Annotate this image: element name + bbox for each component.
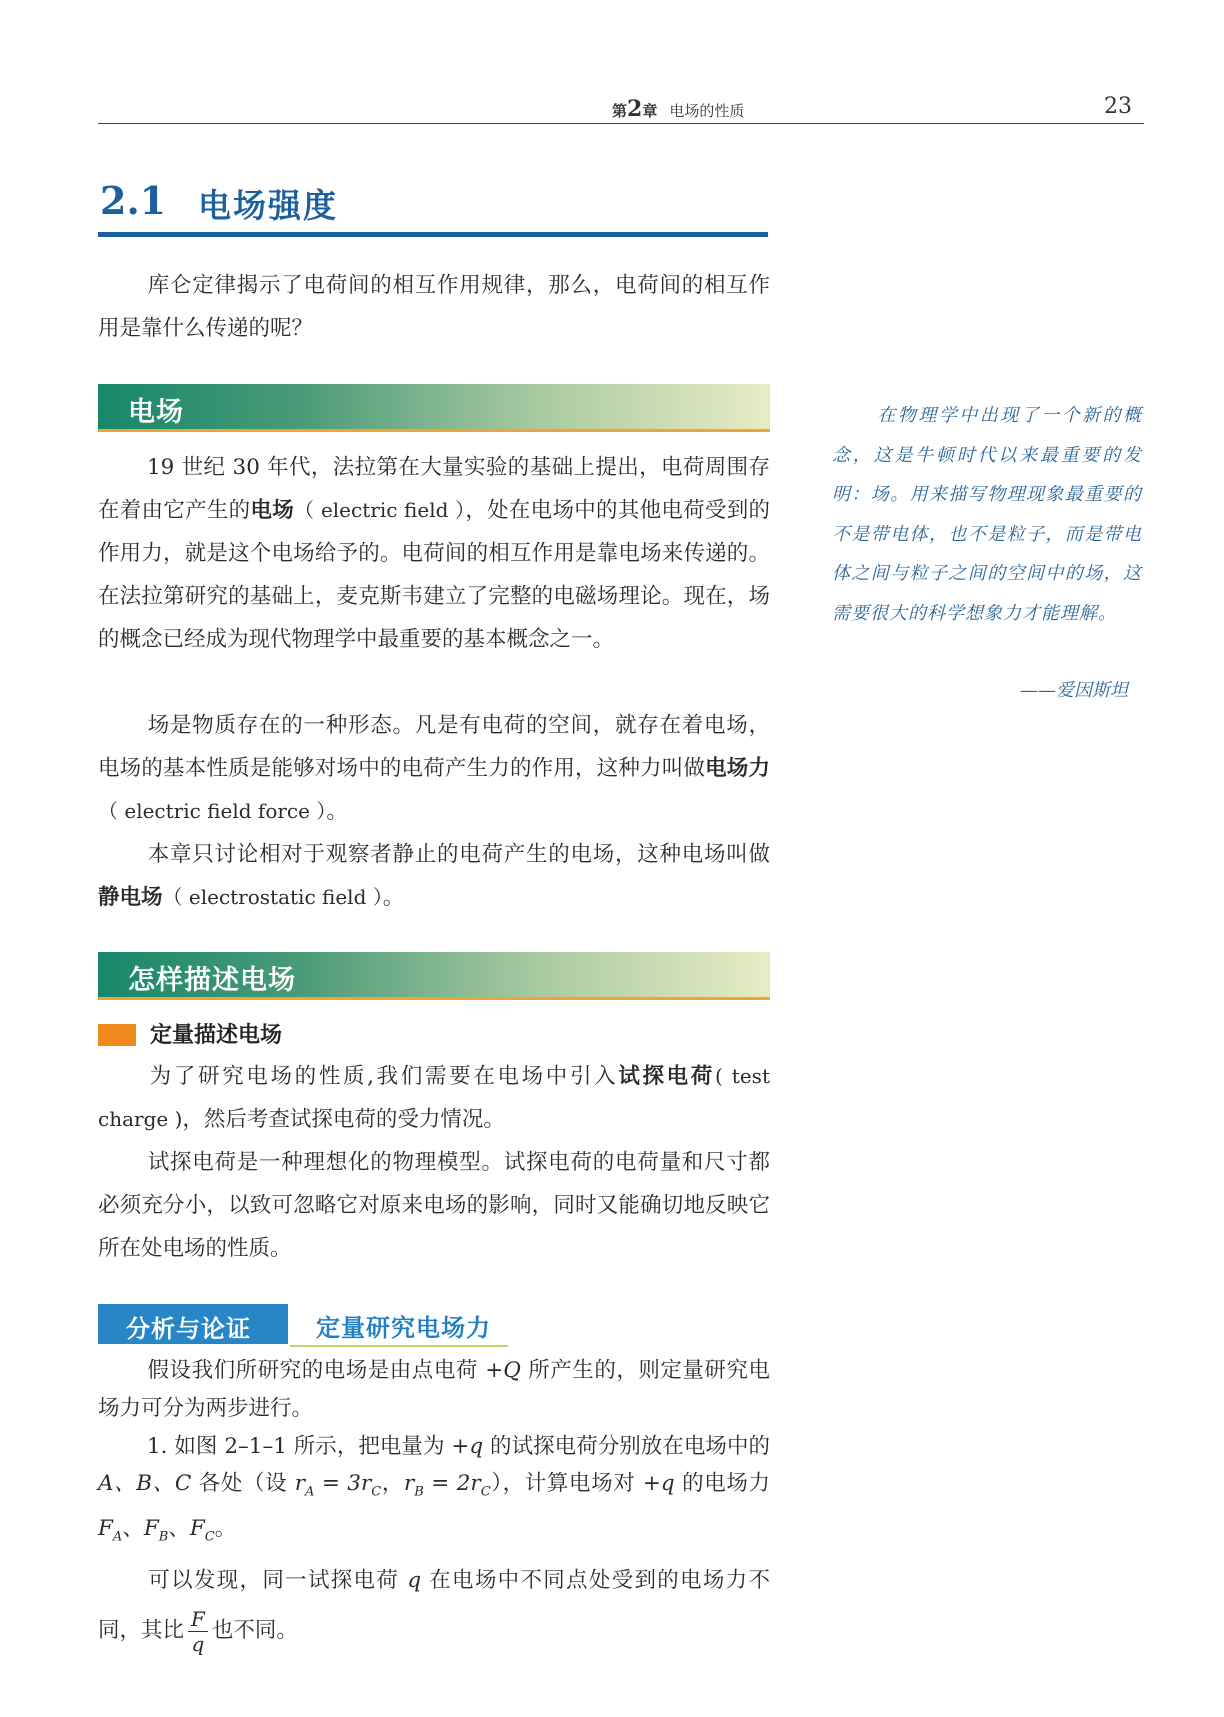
p2-part1: 场是物质存在的一种形态。凡是有电荷的空间，就存在着电场，电场的基本性质是能够对场中的电荷产生力的作用，这种力叫做 xyxy=(98,713,770,781)
eq2-sub: B xyxy=(414,1484,424,1500)
term-electrostatic-field-en: （ electrostatic field ） xyxy=(162,885,383,909)
analysis-p2-part3: 各处（设 xyxy=(191,1471,295,1496)
term-electric-field-en: （ electric field ） xyxy=(294,498,466,522)
describe-paragraph-1 xyxy=(98,1055,770,1141)
sidebar-quote-text: 在物理学中出现了一个新的概念，这是牛顿时代以来最重要的发明：场。用来描写物理现象最重要的不是带电体，也不是粒子，而是带电体之间与粒子之间的空间中的场，这需要很大的科学想象力才能理解。 xyxy=(832,405,1142,624)
electric-field-paragraph-3 xyxy=(98,833,770,919)
p1-part1: 19 世纪 30 年代，法拉第在大量实验的基础上提出，电荷周围存在着由它产生的 xyxy=(98,455,770,523)
force-b: F xyxy=(143,1516,159,1542)
force-a: F xyxy=(98,1516,113,1542)
fraction-denominator: q xyxy=(191,1631,205,1656)
symbol-q: q xyxy=(407,1568,422,1593)
p2-part2: 。 xyxy=(326,799,348,824)
header-rule xyxy=(98,123,1144,124)
fraction-numerator: F xyxy=(188,1609,208,1632)
analysis-p3-part1: 可以发现，同一试探电荷 xyxy=(147,1568,408,1593)
intro-paragraph xyxy=(98,264,770,350)
describe-paragraph-2 xyxy=(98,1141,770,1270)
symbol-plus-Q: +Q xyxy=(485,1358,521,1383)
sidebar-quote xyxy=(832,396,1142,633)
analysis-p2-end: 。 xyxy=(214,1516,237,1542)
analysis-p2-part1: 1. 如图 2–1–1 所示，把电量为 xyxy=(147,1434,452,1459)
eq-separator: ， xyxy=(381,1471,404,1496)
describe-p2-text: 试探电荷是一种理想化的物理模型。试探电荷的电荷量和尺寸都必须充分小，以致可忽略它对原来电场的影响，同时又能确切地反映它所在处电场的性质。 xyxy=(98,1150,770,1261)
separator-2: 、 xyxy=(168,1516,190,1542)
analysis-paragraph-1 xyxy=(98,1352,770,1428)
eq2-r: r xyxy=(403,1471,415,1496)
electric-field-paragraph-2 xyxy=(98,704,770,833)
chapter-prefix: 第 xyxy=(612,102,628,120)
heading-describe-field: 怎样描述电场 xyxy=(128,965,296,996)
analysis-p3-part2: 在电场中不同点处受到的电场力不同，其比 xyxy=(98,1568,770,1643)
analysis-paragraph-3 xyxy=(98,1556,770,1656)
analysis-p2-part4: ），计算电场对 xyxy=(490,1471,643,1496)
page-number: 23 xyxy=(1104,94,1132,119)
analysis-subtitle: 定量研究电场力 xyxy=(316,1314,491,1342)
eq2-rhs-sub: C xyxy=(480,1484,491,1500)
separator-1: 、 xyxy=(122,1516,144,1542)
eq1-rhs-sub: C xyxy=(371,1484,382,1500)
term-electric-field-force-en: （ electric field force ） xyxy=(98,799,327,823)
analysis-rule xyxy=(290,1345,508,1347)
symbol-plus-q-2: +q xyxy=(642,1471,675,1496)
heading-bar-electric-field xyxy=(98,384,770,432)
chapter-label xyxy=(612,96,744,122)
analysis-p3-part3: 也不同。 xyxy=(211,1618,298,1643)
points-abc: A、B、C xyxy=(98,1471,192,1496)
analysis-p1-part1: 假设我们所研究的电场是由点电荷 xyxy=(147,1358,486,1383)
force-b-sub: B xyxy=(158,1529,169,1545)
chapter-title: 电场的性质 xyxy=(669,102,745,120)
p3-part2: 。 xyxy=(382,885,405,910)
section-number: 2.1 xyxy=(100,178,167,223)
term-electric-field-force: 电场力 xyxy=(705,756,770,781)
intro-text: 库仑定律揭示了电荷间的相互作用规律，那么，电荷间的相互作用是靠什么传递的呢？ xyxy=(98,273,770,341)
section-title-rule xyxy=(98,232,768,237)
force-c-sub: C xyxy=(204,1529,215,1545)
term-test-charge: 试探电荷 xyxy=(618,1064,715,1089)
analysis-p2-part5: 的电场力 xyxy=(674,1471,770,1496)
chapter-number: 2 xyxy=(627,96,643,122)
electric-field-paragraph-1 xyxy=(98,446,770,661)
eq1-rhs: = 3r xyxy=(314,1471,372,1496)
analysis-tab xyxy=(98,1304,288,1344)
describe-p1-part1: 为了研究电场的性质,我们需要在电场中引入 xyxy=(147,1064,619,1089)
eq1-sub: A xyxy=(304,1484,315,1500)
term-electrostatic-field: 静电场 xyxy=(98,885,163,910)
symbol-plus-q: +q xyxy=(451,1434,484,1459)
force-a-sub: A xyxy=(112,1529,123,1545)
heading-electric-field: 电场 xyxy=(128,397,184,428)
eq1-r: r xyxy=(294,1471,305,1496)
p3-part1: 本章只讨论相对于观察者静止的电荷产生的电场，这种电场叫做 xyxy=(147,842,770,867)
eq2-rhs: = 2r xyxy=(423,1471,481,1496)
analysis-paragraph-2 xyxy=(98,1428,770,1556)
force-c: F xyxy=(189,1516,205,1542)
chapter-suffix: 章 xyxy=(642,102,658,120)
fraction-F-over-q xyxy=(188,1606,208,1656)
p1-part2: ，处在电场中的其他电荷受到的作用力，就是这个电场给予的。电荷间的相互作用是靠电场来传递的。在法拉第研究的基础上，麦克斯韦建立了完整的电磁场理论。现在，场的概念已经成为现代物理学中最重要的基本概念之一。 xyxy=(98,498,770,652)
term-test-charge-en: ( test charge ) xyxy=(98,1064,770,1131)
analysis-tab-label: 分析与论证 xyxy=(126,1315,251,1343)
analysis-p1-part2: 所产生的，则定量研究电场力可分为两步进行。 xyxy=(98,1358,770,1421)
sidebar-quote-author: ——爱因斯坦 xyxy=(1020,680,1128,701)
subheading-marker xyxy=(98,1024,136,1046)
subheading-quantitative: 定量描述电场 xyxy=(150,1023,283,1048)
analysis-p2-part2: 的试探电荷分别放在电场中的 xyxy=(483,1434,770,1459)
describe-p1-part2: ，然后考查试探电荷的受力情况。 xyxy=(182,1107,505,1132)
section-title: 电场强度 xyxy=(198,186,338,225)
heading-bar-describe-field xyxy=(98,952,770,1000)
term-electric-field: 电场 xyxy=(250,498,295,523)
